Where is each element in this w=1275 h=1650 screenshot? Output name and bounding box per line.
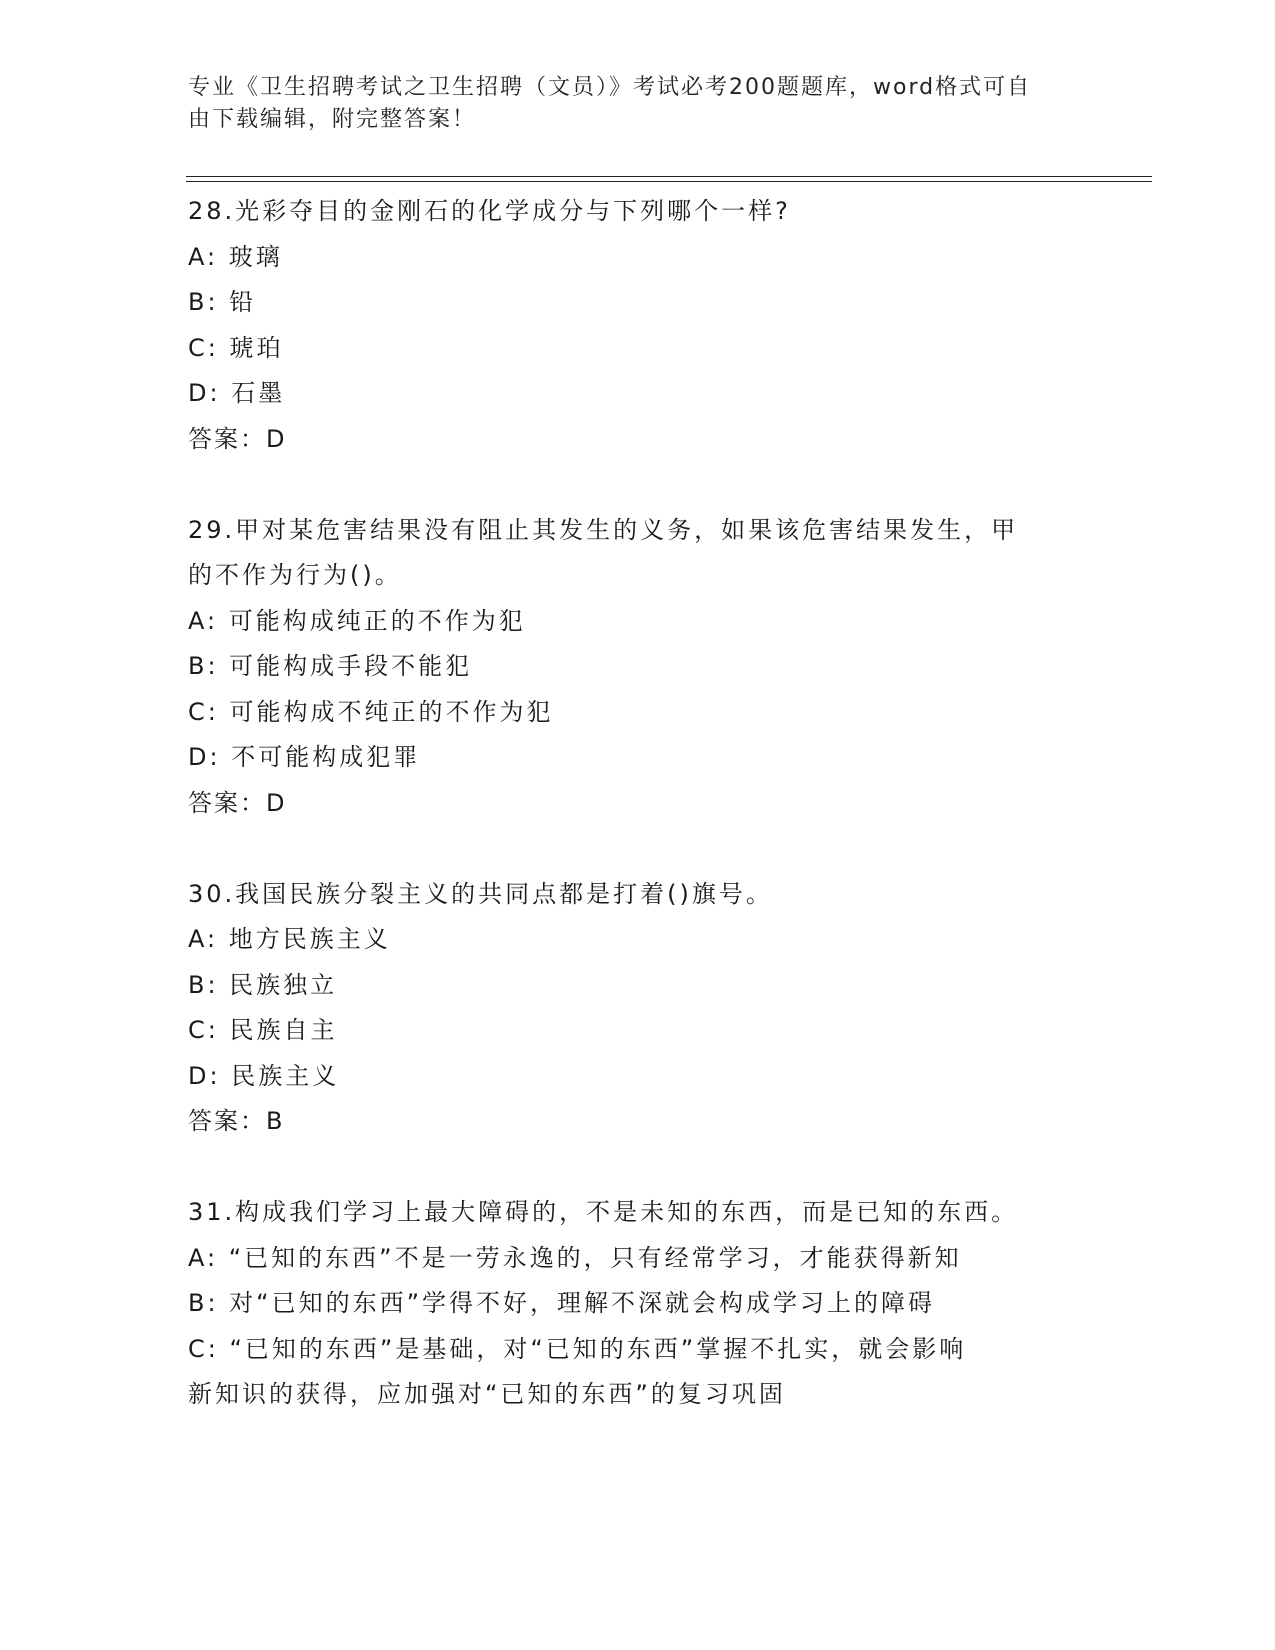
- question-28: [188, 189, 1088, 462]
- header-divider-bottom: [186, 181, 1152, 182]
- option-b: B: 民族独立: [188, 970, 338, 999]
- answer-line: 答案：B: [188, 1107, 285, 1135]
- option-a: A: “已知的东西”不是一劳永逸的，只有经常学习，才能获得新知: [188, 1243, 962, 1272]
- answer-line: 答案：D: [188, 424, 287, 453]
- question-31: [188, 1190, 1088, 1418]
- question-stem: 28.光彩夺目的金刚石的化学成分与下列哪个一样?: [188, 197, 791, 225]
- header-line-1: 专业《卫生招聘考试之卫生招聘（文员）》考试必考200题题库，word格式可自: [188, 75, 1032, 100]
- question-list: [188, 189, 1088, 1463]
- header-divider-top: [186, 176, 1152, 177]
- header-line-2: 由下载编辑，附完整答案！: [188, 107, 477, 132]
- option-c-continued: 新知识的获得，应加强对“已知的东西”的复习巩固: [188, 1380, 786, 1408]
- answer-line: 答案：D: [188, 788, 287, 817]
- option-c: C: 琥珀: [188, 333, 284, 362]
- question-stem: 29.甲对某危害结果没有阻止其发生的义务，如果该危害结果发生，甲: [188, 515, 1019, 544]
- option-c: C: 可能构成不纯正的不作为犯: [188, 697, 554, 726]
- option-a: A: 玻璃: [188, 242, 283, 271]
- option-b: B: 对“已知的东西”学得不好，理解不深就会构成学习上的障碍: [188, 1289, 936, 1317]
- document-header: [188, 72, 1068, 136]
- question-stem-continued: 的不作为行为()。: [188, 561, 402, 589]
- option-d: D: 民族主义: [188, 1061, 340, 1090]
- option-c: C: “已知的东西”是基础，对“已知的东西”掌握不扎实，就会影响: [188, 1334, 967, 1363]
- question-29: [188, 508, 1088, 827]
- option-b: B: 可能构成手段不能犯: [188, 652, 473, 680]
- option-d: D: 石墨: [188, 379, 286, 407]
- question-stem: 30.我国民族分裂主义的共同点都是打着()旗号。: [188, 879, 773, 908]
- option-d: D: 不可能构成犯罪: [188, 743, 421, 771]
- option-b: B: 铅: [188, 288, 257, 316]
- option-c: C: 民族自主: [188, 1016, 338, 1044]
- question-30: [188, 872, 1088, 1145]
- option-a: A: 地方民族主义: [188, 925, 391, 953]
- question-stem: 31.构成我们学习上最大障碍的，不是未知的东西，而是已知的东西。: [188, 1198, 1019, 1226]
- option-a: A: 可能构成纯正的不作为犯: [188, 606, 526, 635]
